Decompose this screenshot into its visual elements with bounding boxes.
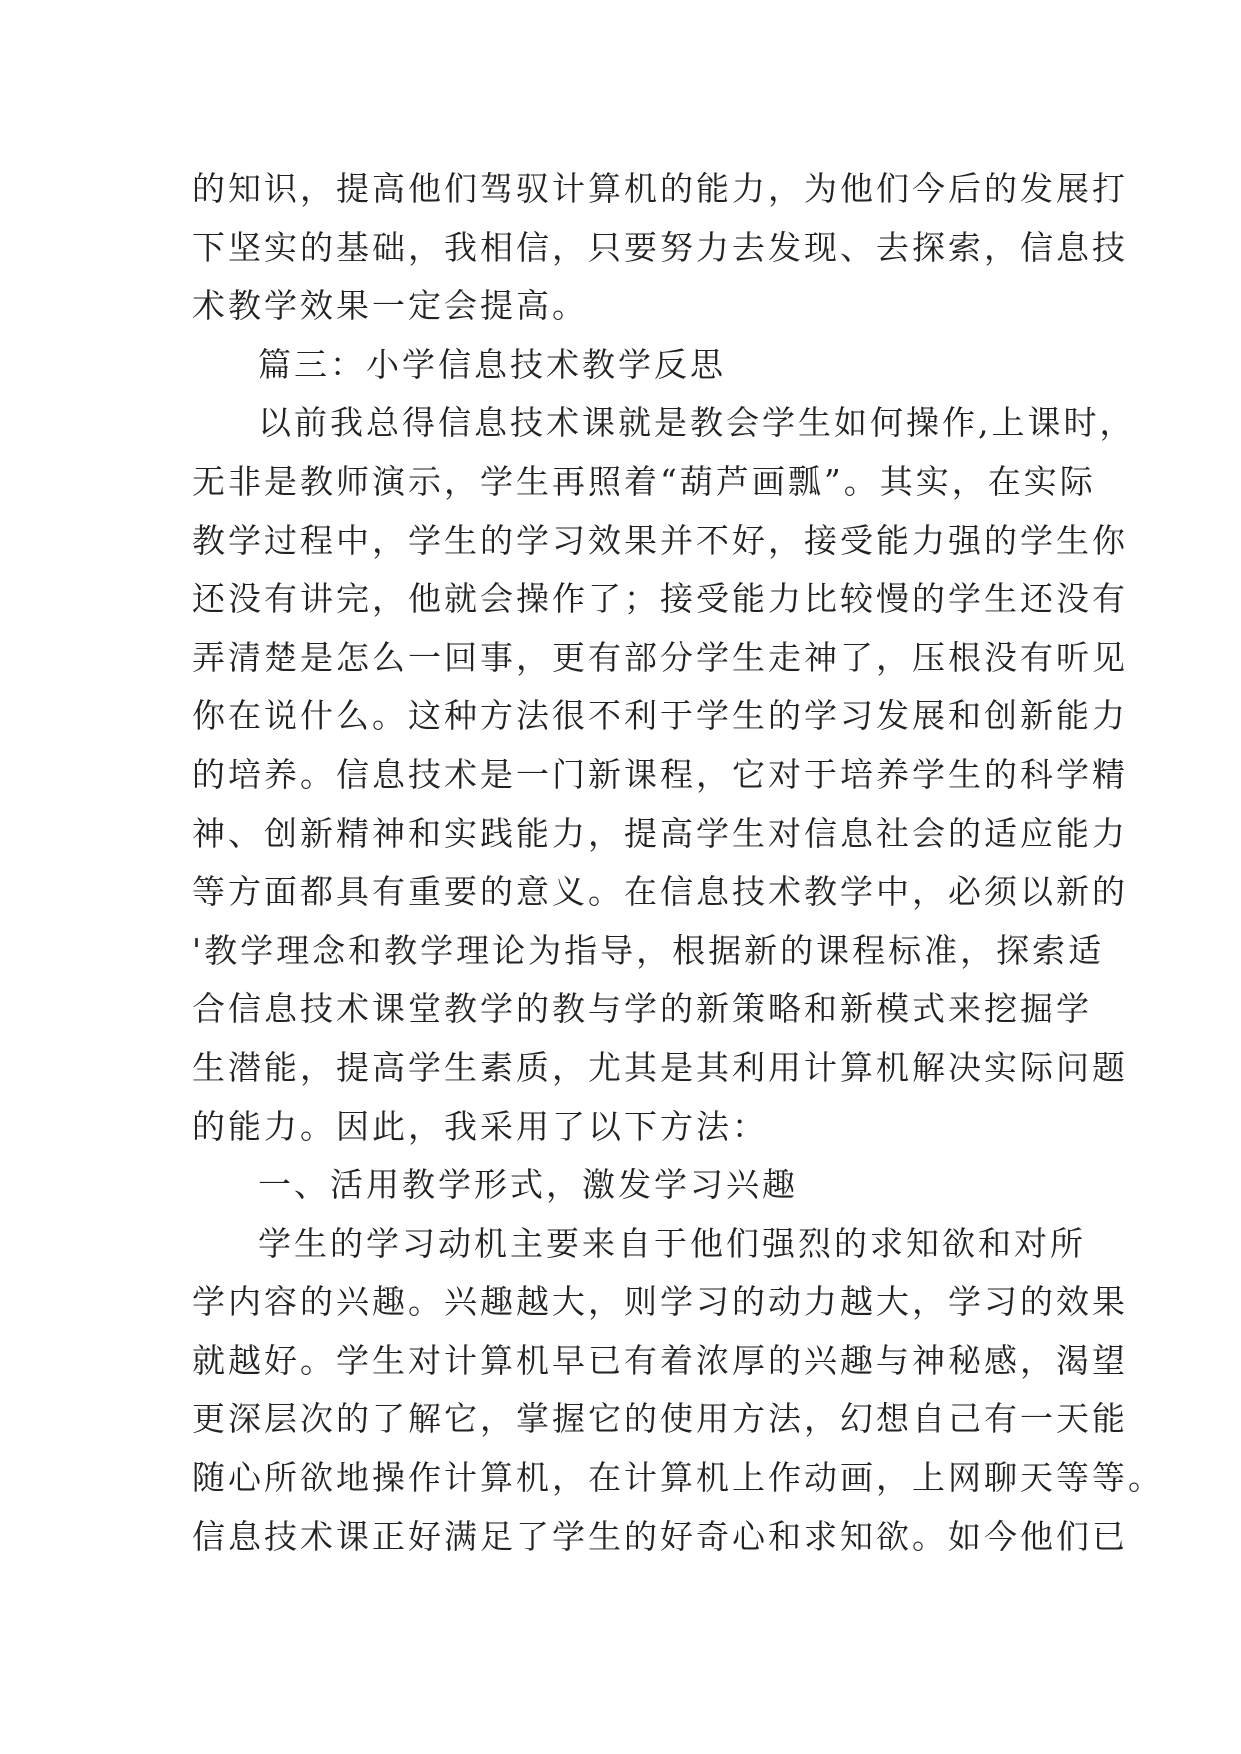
text-line: 生潜能，提高学生素质，尤其是其利用计算机解决实际问题: [192, 1047, 1128, 1087]
text-line: 神、创新精神和实践能力，提高学生对信息社会的适应能力: [192, 813, 1128, 853]
text-line: 弄清楚是怎么一回事，更有部分学生走神了，压根没有听见: [192, 637, 1128, 677]
text-line: 随心所欲地操作计算机，在计算机上作动画，上网聊天等等。: [192, 1458, 1164, 1498]
text-line: 下坚实的基础，我相信，只要努力去发现、去探索，信息技: [192, 227, 1128, 267]
text-line: 一、活用教学形式，激发学习兴趣: [258, 1165, 798, 1205]
text-line: 合信息技术课堂教学的教与学的新策略和新模式来挖掘学: [192, 989, 1092, 1029]
document-body: [192, 160, 1164, 1566]
text-line: 的培养。信息技术是一门新课程，它对于培养学生的科学精: [192, 754, 1128, 794]
text-line: 信息技术课正好满足了学生的好奇心和求知欲。如今他们已: [192, 1516, 1128, 1556]
text-line: 术教学效果一定会提高。: [192, 286, 588, 326]
text-line: 教学过程中，学生的学习效果并不好，接受能力强的学生你: [192, 520, 1128, 560]
text-line: 学内容的兴趣。兴趣越大，则学习的动力越大，学习的效果: [192, 1282, 1128, 1322]
text-line: 无非是教师演示，学生再照着“葫芦画瓢”。其实，在实际: [192, 461, 1096, 501]
text-line: 篇三：小学信息技术教学反思: [258, 344, 726, 384]
text-line: 你在说什么。这种方法很不利于学生的学习发展和创新能力: [192, 696, 1128, 736]
text-line: 学生的学习动机主要来自于他们强烈的求知欲和对所: [258, 1223, 1086, 1263]
text-line: 的知识，提高他们驾驭计算机的能力，为他们今后的发展打: [192, 169, 1128, 208]
text-line: '教学理念和教学理论为指导，根据新的课程标准，探索适: [192, 930, 1105, 970]
text-line: 以前我总得信息技术课就是教会学生如何操作,上课时，: [258, 403, 1136, 443]
text-line: 还没有讲完，他就会操作了；接受能力比较慢的学生还没有: [192, 579, 1128, 619]
text-line: 就越好。学生对计算机早已有着浓厚的兴趣与神秘感，渴望: [192, 1340, 1128, 1380]
text-line: 更深层次的了解它，掌握它的使用方法，幻想自己有一天能: [192, 1399, 1128, 1439]
text-line: 的能力。因此，我采用了以下方法：: [192, 1106, 768, 1146]
text-line: 等方面都具有重要的意义。在信息技术教学中，必须以新的: [192, 872, 1128, 912]
